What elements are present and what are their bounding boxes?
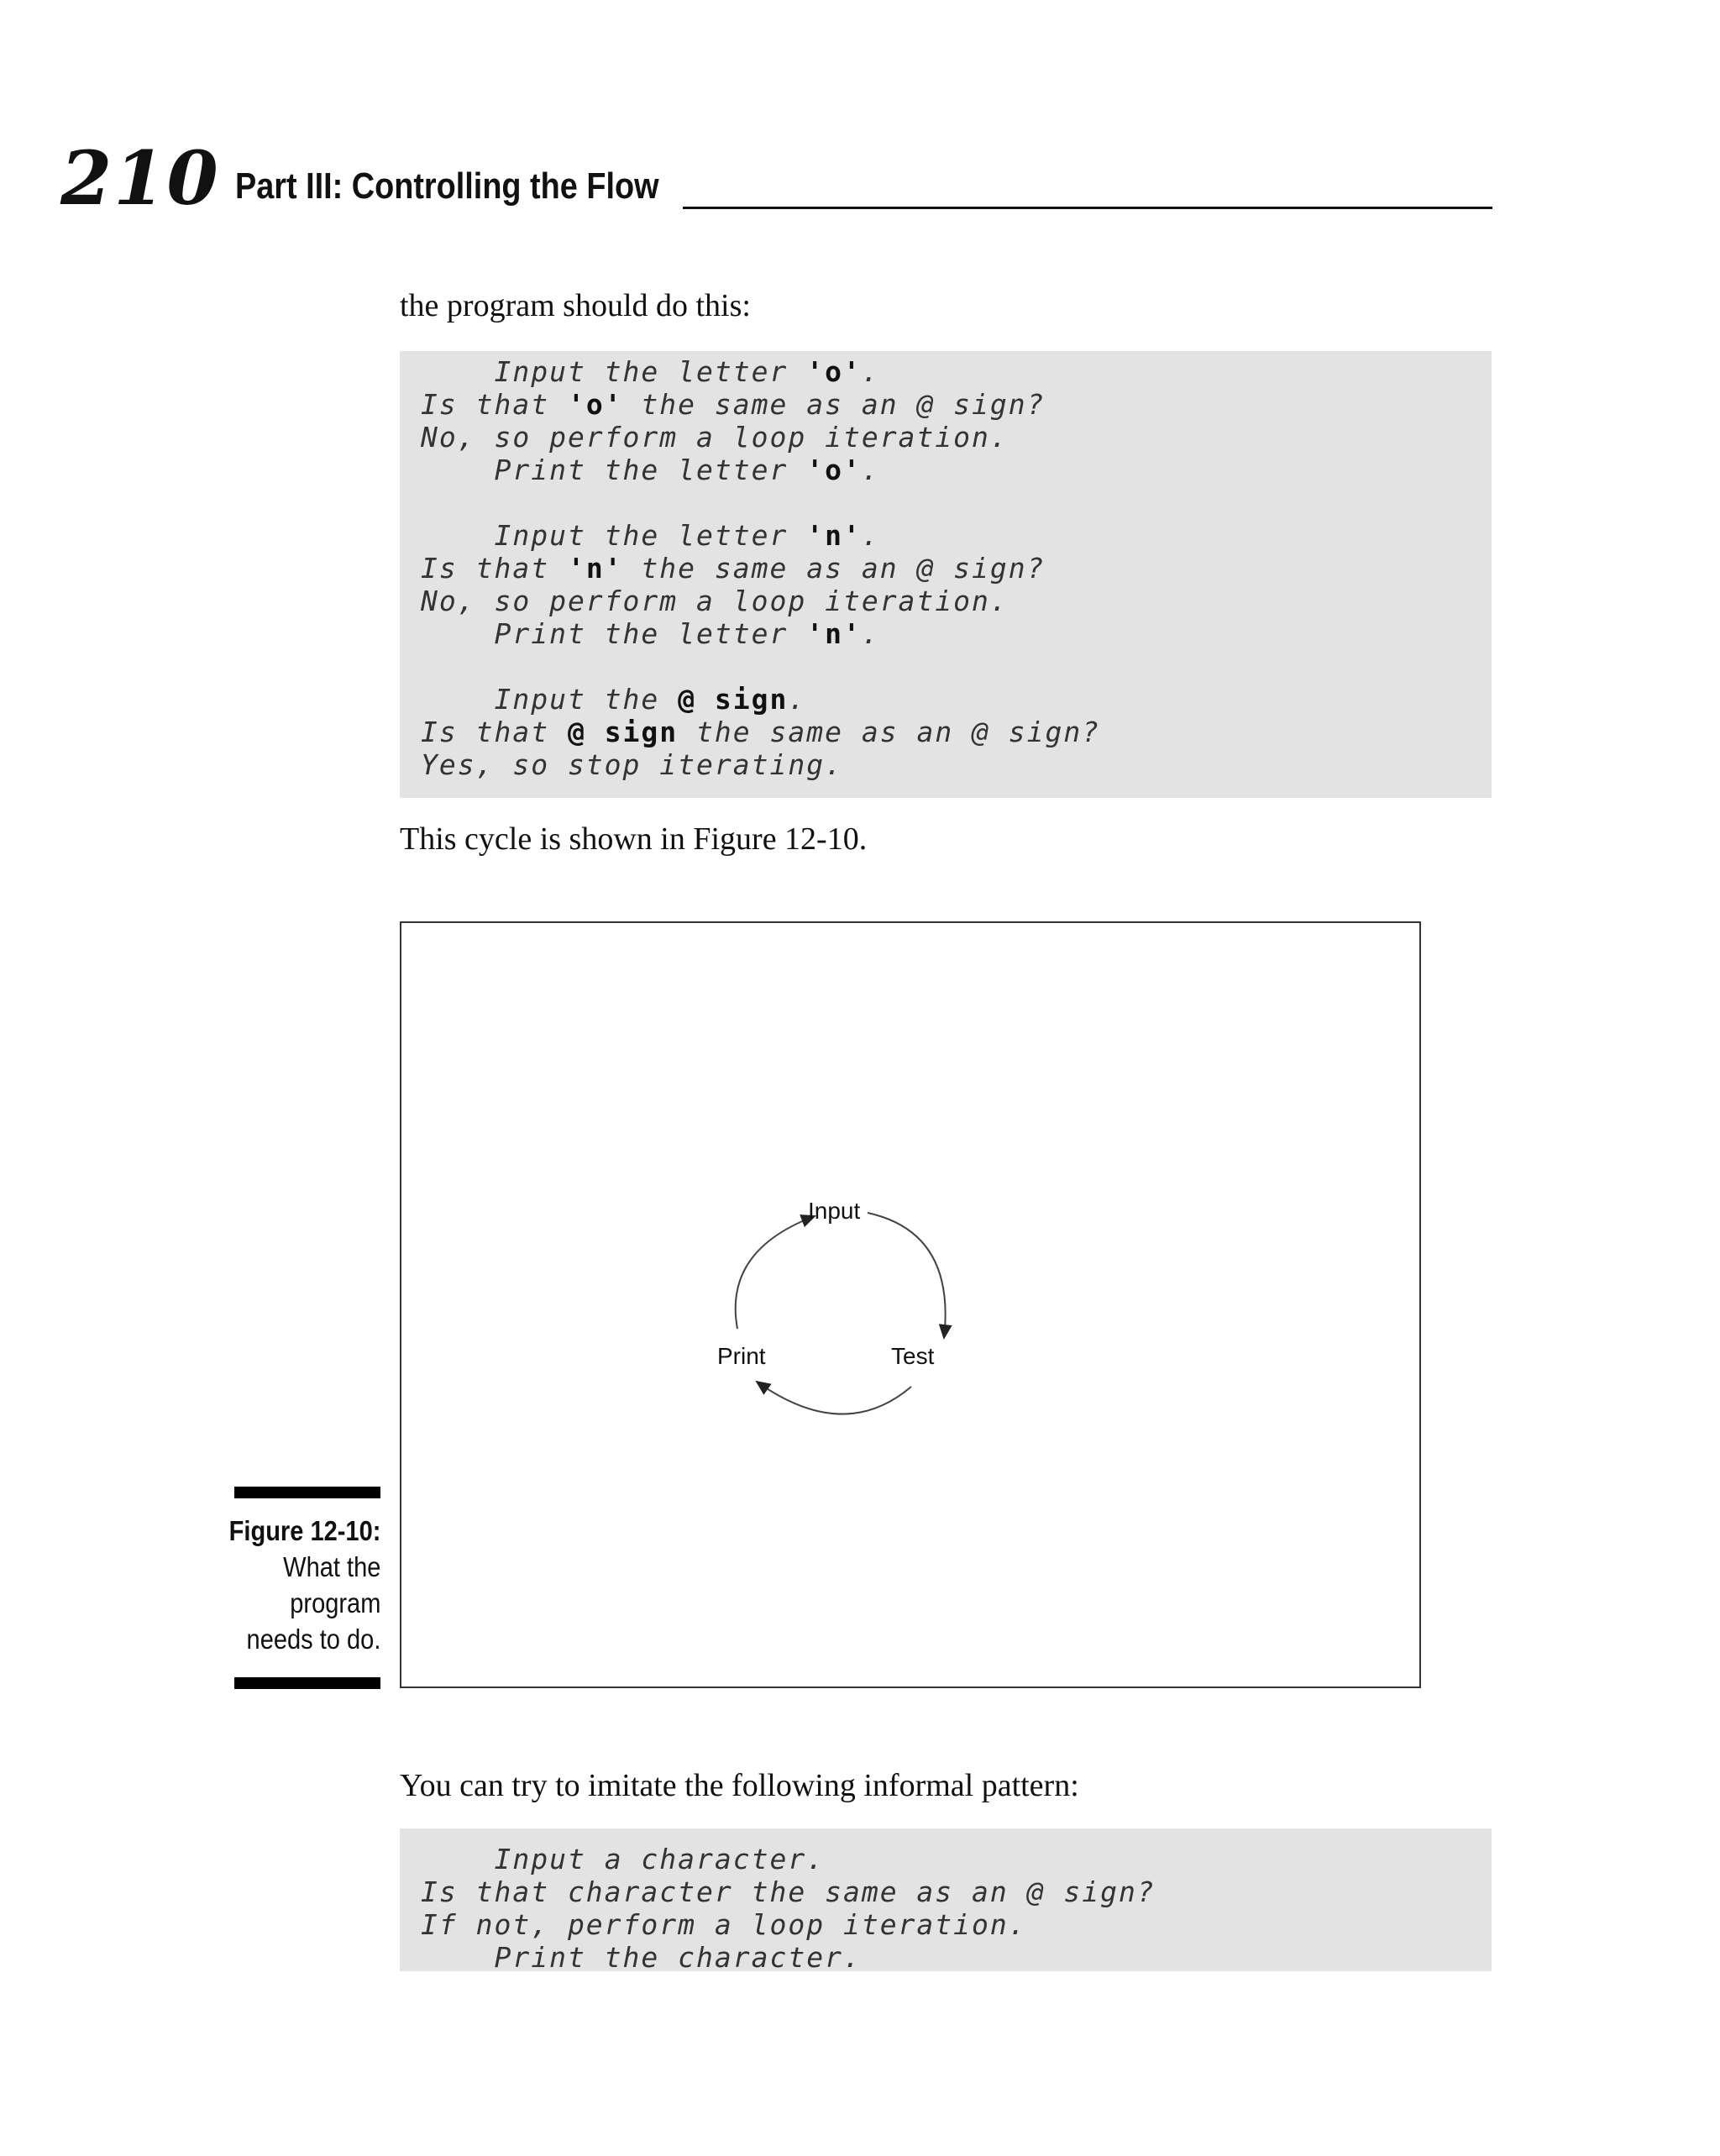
code-text: Input the letter xyxy=(494,355,807,388)
code-text: No, so perform a loop iteration. xyxy=(421,421,1009,454)
code-line xyxy=(421,421,1009,454)
caption-line: What the xyxy=(282,1551,380,1582)
code-text: Is that xyxy=(421,552,568,585)
code-text: Is that xyxy=(421,388,568,421)
code-text: . xyxy=(788,683,807,716)
code-line xyxy=(421,1908,1027,1941)
header-rule xyxy=(683,207,1492,209)
code-text: If not, perform a loop iteration. xyxy=(421,1908,1027,1941)
page-number: 210 xyxy=(60,134,220,222)
code-line xyxy=(421,552,1046,585)
code-literal: 'o' xyxy=(806,454,862,486)
code-line xyxy=(421,617,880,650)
figure-caption xyxy=(228,1513,380,1657)
code-text: . xyxy=(861,617,880,650)
code-text: . xyxy=(861,355,880,388)
code-text: Is that character the same as an @ sign? xyxy=(421,1875,1156,1908)
code-text: Print the letter xyxy=(494,454,807,486)
caption-bar-top xyxy=(234,1487,380,1498)
code-text: Input the letter xyxy=(494,519,807,552)
code-text: No, so perform a loop iteration. xyxy=(421,585,1009,617)
code-literal: 'o' xyxy=(567,388,623,421)
arrow-input-to-test xyxy=(868,1213,946,1338)
arrow-test-to-print xyxy=(757,1382,911,1414)
node-print: Print xyxy=(717,1343,766,1369)
caption-line: program xyxy=(289,1587,380,1618)
code-text: the same as an @ sign? xyxy=(622,388,1046,421)
code-text: . xyxy=(861,454,880,486)
figure-reference-paragraph: This cycle is shown in Figure 12-10. xyxy=(400,821,868,857)
code-literal: 'n' xyxy=(567,552,623,585)
code-text: Print the letter xyxy=(494,617,807,650)
code-text: Print the character. xyxy=(494,1941,862,1974)
figure-frame xyxy=(400,921,1421,1688)
code-line xyxy=(421,718,1100,746)
code-line xyxy=(421,683,807,716)
code-block xyxy=(400,351,1492,798)
code-line xyxy=(421,587,1009,615)
code-line xyxy=(421,388,1046,421)
code-line xyxy=(421,519,880,552)
code-line xyxy=(421,1845,825,1873)
code-literal: 'n' xyxy=(806,617,862,650)
code-line xyxy=(421,355,880,388)
code-line xyxy=(421,456,880,484)
code-literal: @ sign xyxy=(678,683,789,716)
code-text: Yes, so stop iterating. xyxy=(421,748,843,781)
code-line xyxy=(421,1875,1156,1908)
node-input: Input xyxy=(808,1198,861,1224)
code-text: the same as an @ sign? xyxy=(622,552,1046,585)
code-text: Input a character. xyxy=(494,1843,826,1875)
node-test: Test xyxy=(891,1343,935,1369)
caption-bar-bottom xyxy=(234,1677,380,1689)
figure-label: Figure 12-10: xyxy=(228,1515,380,1546)
pattern-paragraph: You can try to imitate the following informal pattern: xyxy=(400,1768,1079,1803)
code-line xyxy=(421,748,843,781)
caption-line: needs to do. xyxy=(246,1624,380,1655)
running-head: Part III: Controlling the Flow xyxy=(235,165,659,207)
code-text: . xyxy=(861,519,880,552)
cycle-diagram xyxy=(401,923,1419,1687)
code-text: Input the xyxy=(494,683,679,716)
intro-paragraph: the program should do this: xyxy=(400,288,751,323)
code-literal: @ sign xyxy=(567,716,679,748)
code-text: the same as an @ sign? xyxy=(678,716,1101,748)
arrow-print-to-input xyxy=(736,1216,815,1329)
code-text: Is that xyxy=(421,716,568,748)
code-literal: 'n' xyxy=(806,519,862,552)
code-line xyxy=(421,1941,862,1974)
code-block xyxy=(400,1828,1492,1974)
code-literal: 'o' xyxy=(806,355,862,388)
